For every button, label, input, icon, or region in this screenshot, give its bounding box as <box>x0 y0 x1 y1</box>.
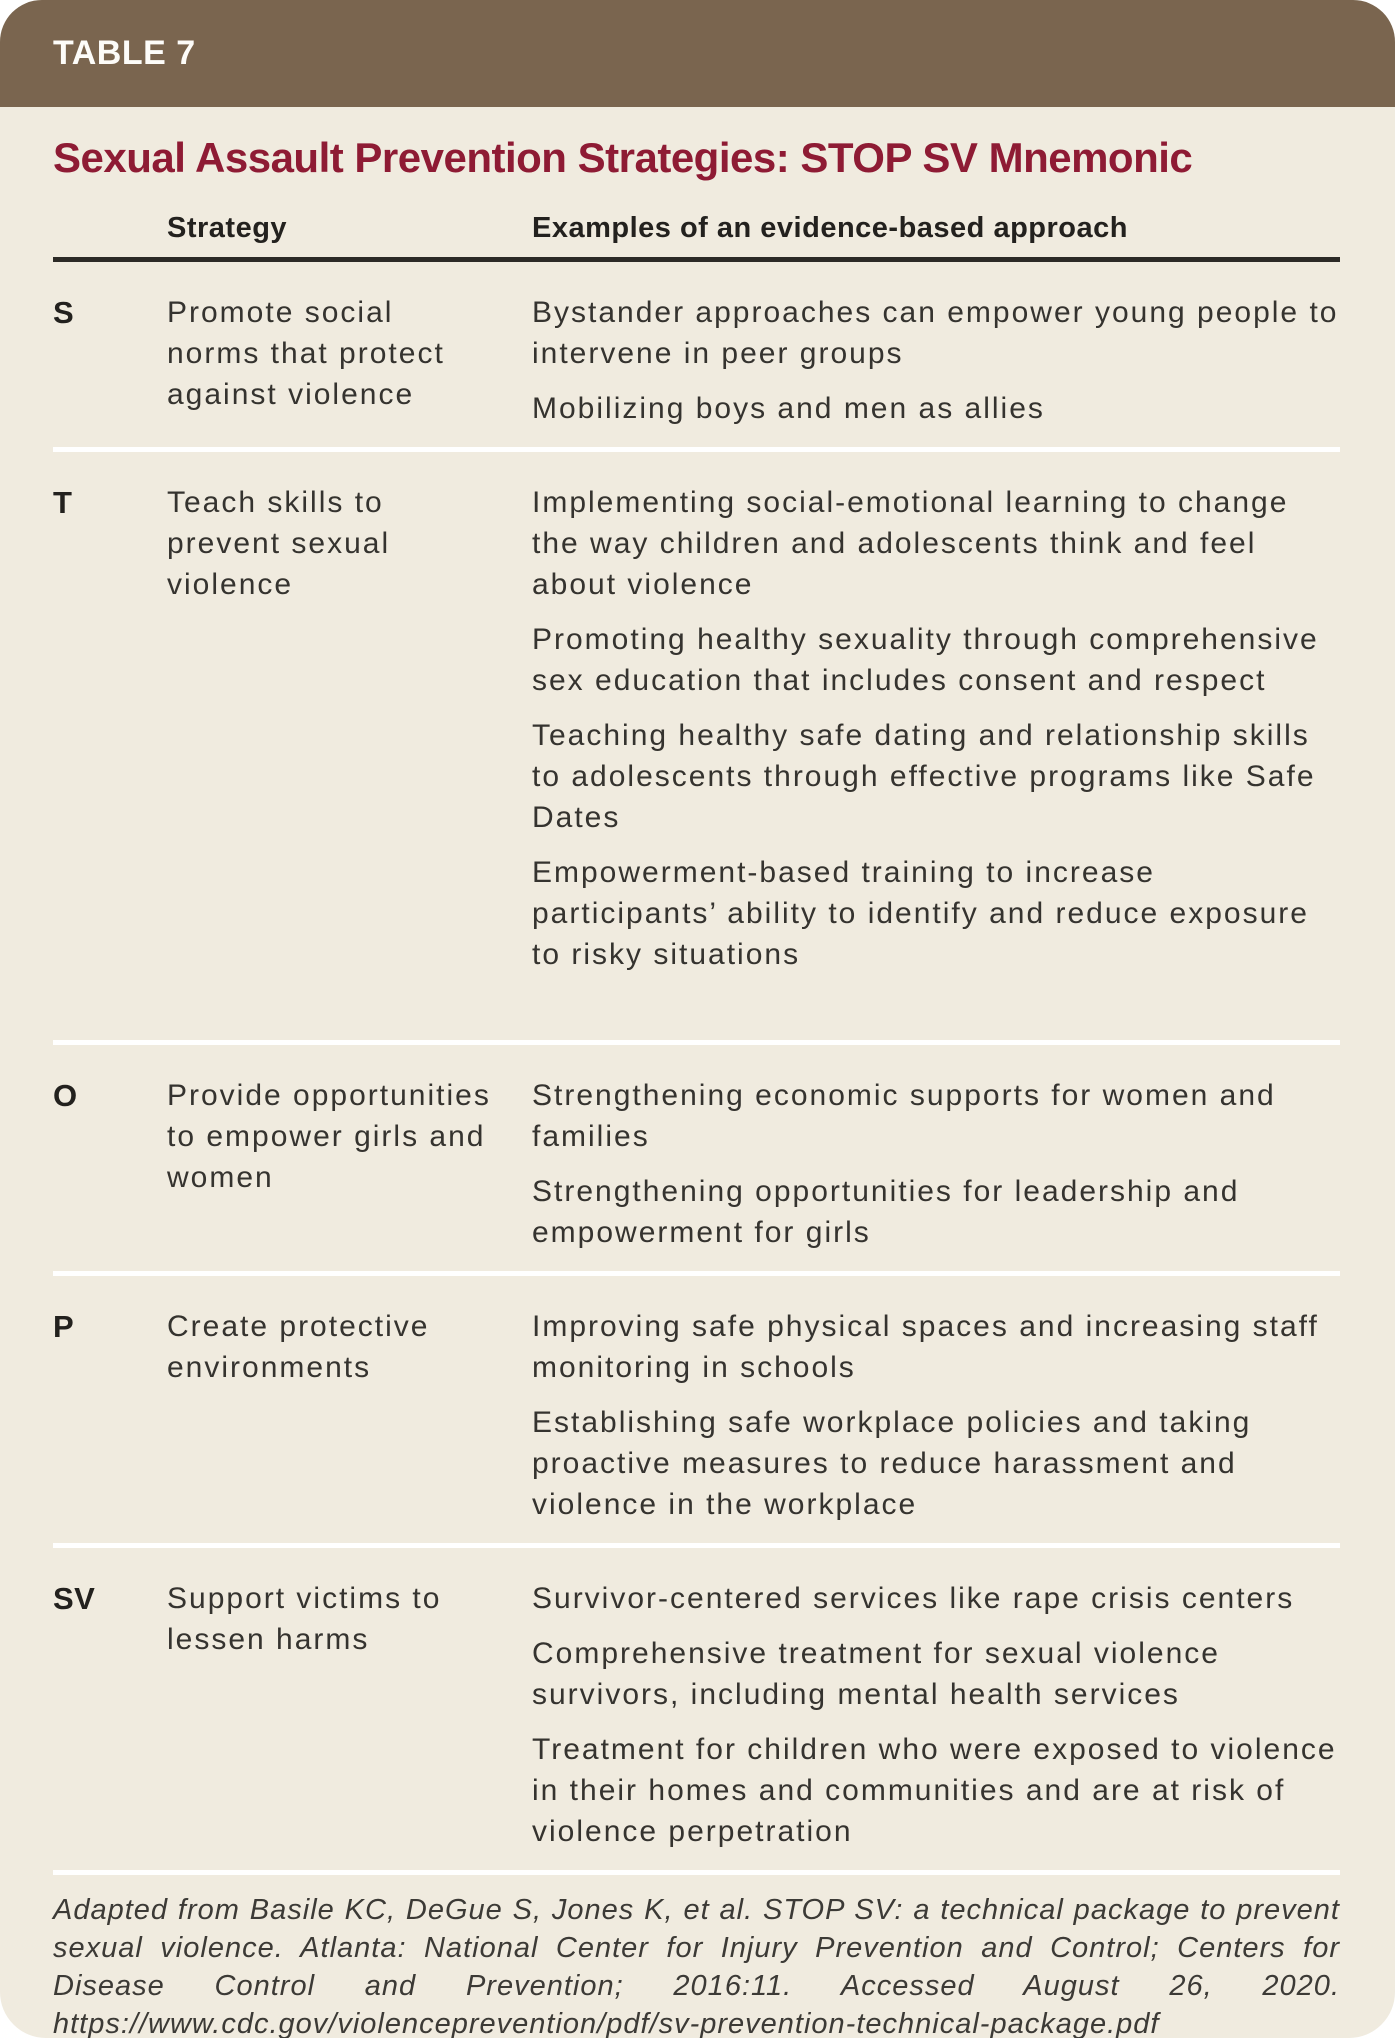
strategy-cell: Promote social norms that protect against violence <box>167 296 445 411</box>
column-header-row <box>53 211 1340 245</box>
letter-column-spacer <box>53 211 167 245</box>
example-paragraph: Empowerment-based training to increase participants’ ability to identify and reduce exposure to risky situations <box>532 856 1309 971</box>
example-paragraph: Strengthening opportunities for leadership and empowerment for girls <box>532 1175 1240 1249</box>
example-paragraph: Establishing safe workplace policies and taking proactive measures to reduce harassment and violence in the workplace <box>532 1406 1252 1521</box>
table-row-t <box>53 452 1340 1040</box>
column-header-strategy: Strategy <box>167 212 288 244</box>
strategy-cell: Create protective environments <box>167 1310 430 1384</box>
table-row-p <box>53 1276 1340 1543</box>
table-row-sv <box>53 1548 1340 1870</box>
example-paragraph: Promoting healthy sexuality through comprehensive sex education that includes consent and respect <box>532 623 1319 697</box>
example-paragraph: Comprehensive treatment for sexual violence survivors, including mental health services <box>532 1637 1220 1711</box>
example-paragraph: Bystander approaches can empower young people to intervene in peer groups <box>532 296 1339 370</box>
example-paragraph: Strengthening economic supports for women and families <box>532 1079 1276 1153</box>
examples-cell <box>532 1578 1340 1852</box>
source-citation: Adapted from Basile KC, DeGue S, Jones K, et al. STOP SV: a technical package to prevent sexual violence. Atlanta: National Center for Injury Prevention and Control; Centers for Disease Control and Prevention; 2016:11. Accessed August 26, 2020. https://www.cdc.gov/violenceprevention/pdf/sv-prevention-technical-package.pdf <box>53 1894 1340 2038</box>
examples-cell <box>532 292 1340 429</box>
examples-cell <box>532 1306 1340 1525</box>
table-number-label: TABLE 7 <box>53 34 196 72</box>
example-paragraph: Implementing social-emotional learning to change the way children and adolescents think and feel about violence <box>532 486 1289 601</box>
row-letter: O <box>53 1078 78 1113</box>
row-letter: SV <box>53 1581 96 1616</box>
table-header-bar <box>0 0 1395 107</box>
strategy-cell: Provide opportunities to empower girls and women <box>167 1079 491 1194</box>
row-letter: S <box>53 295 75 330</box>
table-row-o <box>53 1045 1340 1271</box>
example-paragraph: Survivor-centered services like rape crisis centers <box>532 1582 1295 1615</box>
row-letter: T <box>53 485 73 520</box>
row-letter: P <box>53 1309 75 1344</box>
examples-cell <box>532 482 1340 1022</box>
table-row-s <box>53 262 1340 447</box>
example-paragraph: Mobilizing boys and men as allies <box>532 392 1045 425</box>
strategy-cell: Support victims to lessen harms <box>167 1582 442 1656</box>
example-paragraph: Teaching healthy safe dating and relationship skills to adolescents through effective programs like Safe Dates <box>532 719 1316 834</box>
strategy-cell: Teach skills to prevent sexual violence <box>167 486 391 601</box>
examples-cell <box>532 1075 1340 1253</box>
example-paragraph: Treatment for children who were exposed to violence in their homes and communities and are at risk of violence perpetration <box>532 1733 1337 1848</box>
table-title: Sexual Assault Prevention Strategies: STOP SV Mnemonic <box>53 134 1193 181</box>
table-body <box>0 107 1395 2038</box>
example-paragraph: Improving safe physical spaces and increasing staff monitoring in schools <box>532 1310 1319 1384</box>
column-header-examples: Examples of an evidence-based approach <box>532 212 1128 244</box>
